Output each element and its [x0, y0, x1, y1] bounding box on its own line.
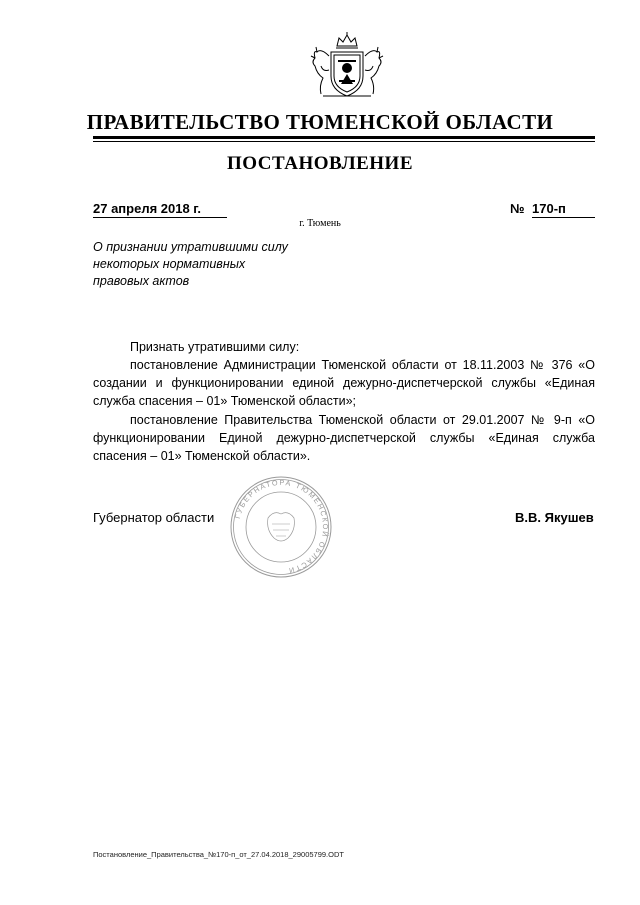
document-subject [93, 239, 333, 290]
document-number: 170-п [532, 201, 595, 218]
body-item: постановление Правительства Тюменской области от 29.01.2007 № 9-п «О функционировании Единой дежурно-диспетчерской службы «Единая служба спасения – 01» Тюменской области». [93, 413, 595, 463]
subject-line: О признании утратившими силу [93, 240, 288, 254]
svg-text:ГУБЕРНАТОРА ТЮМЕНСКОЙ ОБЛАСТИ: ГУБЕРНАТОРА ТЮМЕНСКОЙ ОБЛАСТИ [232, 477, 331, 576]
coat-of-arms-icon [301, 30, 393, 102]
header-divider-thick [93, 136, 595, 139]
body-intro: Признать утратившими силу: [130, 340, 300, 354]
subject-line: некоторых нормативных [93, 257, 246, 271]
document-number-label: № [510, 201, 525, 216]
signer-title: Губернатор области [93, 510, 215, 525]
document-city: г. Тюмень [299, 218, 341, 229]
official-seal-icon [228, 474, 334, 580]
subject-line: правовых актов [93, 274, 190, 288]
government-title: ПРАВИТЕЛЬСТВО ТЮМЕНСКОЙ ОБЛАСТИ [86, 110, 554, 134]
footer-filename: Постановление_Правительства_№170-п_от_27.04.2018_29005799.ODT [93, 850, 344, 859]
document-type: ПОСТАНОВЛЕНИЕ [226, 153, 414, 174]
document-date: 27 апреля 2018 г. [93, 201, 227, 218]
body-item: постановление Администрации Тюменской области от 18.11.2003 № 376 «О создании и функционировании единой дежурно-диспетчерской службы «Единая служба спасения – 01» Тюменской области»; [93, 358, 595, 408]
signer-name: В.В. Якушев [515, 510, 594, 525]
header-divider-thin [93, 141, 595, 142]
document-body [93, 338, 595, 465]
